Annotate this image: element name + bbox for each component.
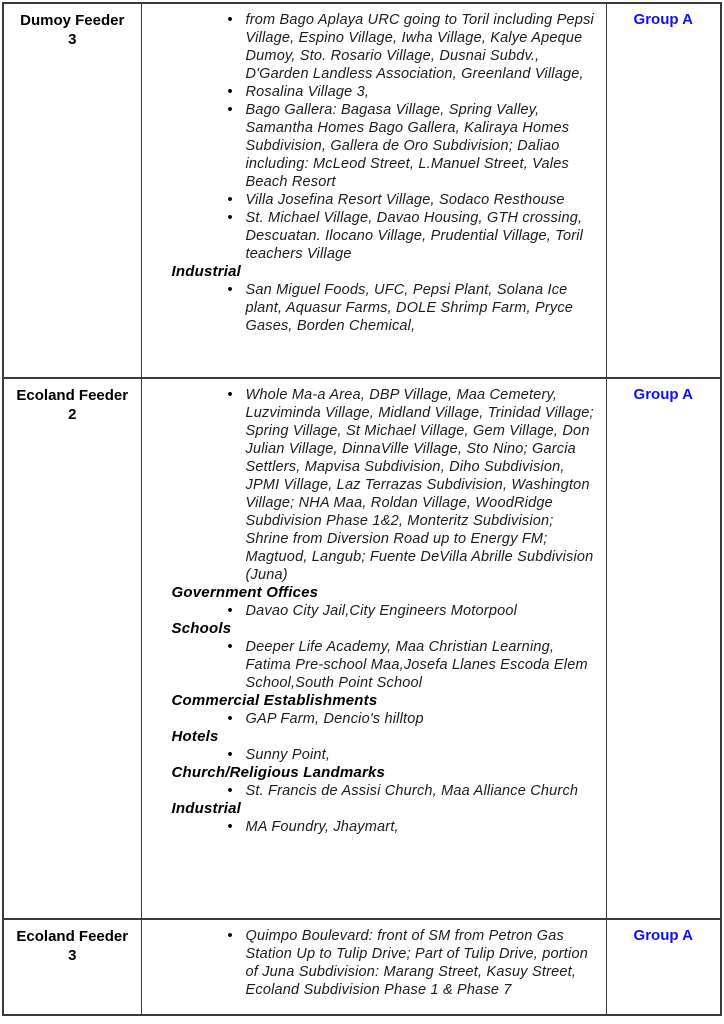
section-heading: Industrial xyxy=(171,800,242,817)
coverage-bullet-item: • San Miguel Foods, UFC, Pepsi Plant, Solana Ice plant, Aquasur Farms, DOLE Shrimp Farm, Pryce Gases, Borden Chemical, xyxy=(142,281,606,335)
feeder-name: Ecoland Feeder xyxy=(16,387,129,404)
coverage-section xyxy=(142,927,606,999)
coverage-bullet-item: • St. Michael Village, Davao Housing, GTH crossing, Descuatan. Ilocano Village, Prudential Village, Toril teachers Village xyxy=(142,209,606,263)
section-heading: Hotels xyxy=(171,728,219,745)
coverage-section xyxy=(142,728,606,764)
coverage-section xyxy=(142,692,606,728)
coverage-section xyxy=(142,764,606,800)
coverage-bullet-item: • Villa Josefina Resort Village, Sodaco Resthouse xyxy=(142,191,606,209)
group-cell xyxy=(606,919,721,1015)
section-heading: Church/Religious Landmarks xyxy=(171,764,386,781)
table-row xyxy=(3,3,721,378)
section-heading: Commercial Establishments xyxy=(171,692,378,709)
feeder-number: 2 xyxy=(68,406,77,423)
group-label: Group A xyxy=(633,927,693,944)
group-label: Group A xyxy=(633,386,693,403)
coverage-bullet-item: • Davao City Jail,City Engineers Motorpool xyxy=(142,602,606,620)
coverage-bullet-item: • Bago Gallera: Bagasa Village, Spring Valley, Samantha Homes Bago Gallera, Kaliraya Homes Subdivision, Gallera de Oro Subdivision; Daliao including: McLeod Street, L.Manuel Street, Vales Beach Resort xyxy=(142,101,606,191)
group-label: Group A xyxy=(633,11,693,28)
feeder-name-cell xyxy=(3,3,141,378)
coverage-bullet-item: • MA Foundry, Jhaymart, xyxy=(142,818,606,836)
feeder-table xyxy=(2,2,722,1016)
feeder-number: 3 xyxy=(68,947,77,964)
coverage-section xyxy=(142,11,606,263)
document-page xyxy=(2,2,722,1016)
group-cell xyxy=(606,3,721,378)
coverage-bullet-item: • St. Francis de Assisi Church, Maa Alliance Church xyxy=(142,782,606,800)
coverage-areas-cell xyxy=(141,919,606,1015)
coverage-bullet-item: • GAP Farm, Dencio's hilltop xyxy=(142,710,606,728)
feeder-number: 3 xyxy=(68,31,77,48)
section-heading: Schools xyxy=(171,620,232,637)
coverage-section xyxy=(142,620,606,692)
coverage-section xyxy=(142,800,606,836)
table-row xyxy=(3,919,721,1015)
feeder-name: Ecoland Feeder xyxy=(16,928,129,945)
group-cell xyxy=(606,378,721,919)
feeder-name-cell xyxy=(3,919,141,1015)
feeder-table-body xyxy=(3,3,721,1015)
coverage-bullet-item: • Sunny Point, xyxy=(142,746,606,764)
coverage-bullet-item: • from Bago Aplaya URC going to Toril including Pepsi Village, Espino Village, Iwha Village, Kalye Apeque Dumoy, Sto. Rosario Village, Dusnai Subdv., D'Garden Landless Association, Greenland Village, xyxy=(142,11,606,83)
coverage-bullet-item: • Quimpo Boulevard: front of SM from Petron Gas Station Up to Tulip Drive; Part of Tulip Drive, portion of Juna Subdivision: Marang Street, Kasuy Street, Ecoland Subdivision Phase 1 & Phase 7 xyxy=(142,927,606,999)
coverage-areas-cell xyxy=(141,378,606,919)
feeder-name: Dumoy Feeder xyxy=(20,12,125,29)
coverage-bullet-item: • Deeper Life Academy, Maa Christian Learning, Fatima Pre-school Maa,Josefa Llanes Escoda Elem School,South Point School xyxy=(142,638,606,692)
coverage-section xyxy=(142,386,606,584)
feeder-name-cell xyxy=(3,378,141,919)
coverage-section xyxy=(142,263,606,335)
coverage-bullet-item: • Whole Ma-a Area, DBP Village, Maa Cemetery, Luzviminda Village, Midland Village, Trinidad Village; Spring Village, St Michael Village, Gem Village, Don Julian Village, DinnaVille Village, Sto Nino; Garcia Settlers, Mapvisa Subdivision, Diho Subdivision, JPMI Village, Laz Terrazas Subdivision, Washington Village; NHA Maa, Roldan Village, WoodRidge Subdivision Phase 1&2, Monteritz Subdivision; Shrine from Diversion Road up to Energy FM; Magtuod, Langub; Fuente DeVilla Abrille Subdivision (Juna) xyxy=(142,386,606,584)
coverage-section xyxy=(142,584,606,620)
section-heading: Industrial xyxy=(171,263,242,280)
coverage-areas-cell xyxy=(141,3,606,378)
coverage-bullet-item: • Rosalina Village 3, xyxy=(142,83,606,101)
table-row xyxy=(3,378,721,919)
section-heading: Government Offices xyxy=(171,584,319,601)
